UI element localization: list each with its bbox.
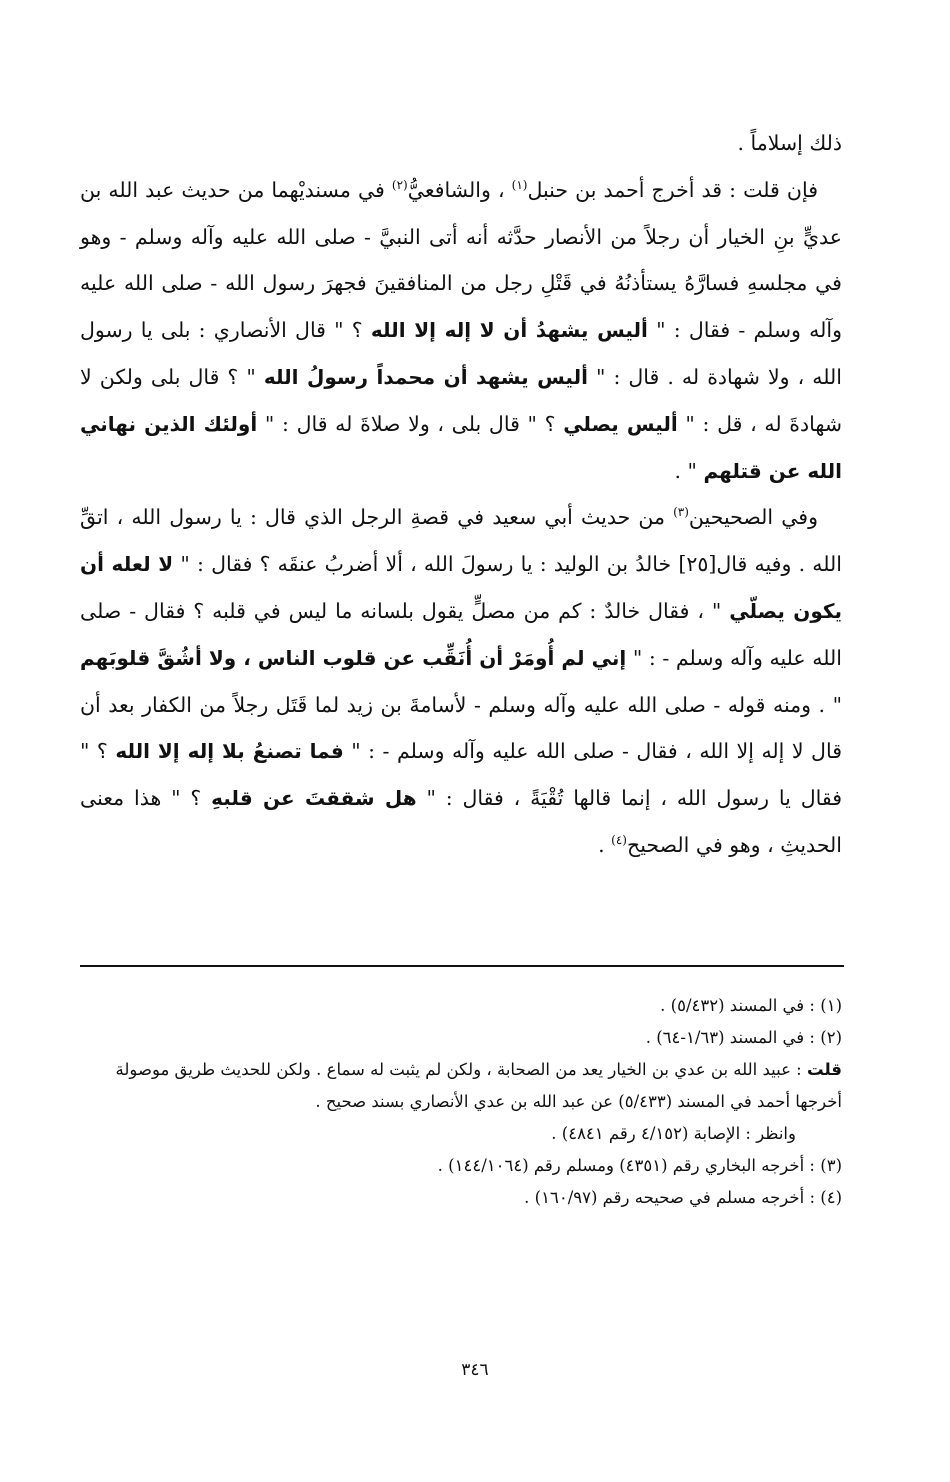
footnote-1: (١) : في المسند (٥/٤٣٢) . [660,996,842,1015]
text-run: " ؟ قال بلى ولكن لا شهادةَ له ، قل : " [80,364,843,436]
comment-label: قلت [806,1060,842,1079]
footnote-separator [80,965,844,967]
footnotes [72,990,842,1214]
hadith-quote: أولئك الذين نهاني الله عن قتلهم [80,411,842,483]
footnote-ref[interactable]: (٢) [391,177,408,192]
comment-text: : عبيد الله بن عدي بن الخيار يعد من الصحابة ، ولكن لم يثبت له سماع . ولكن للحديث طريق موصولة أخرجها أحمد في المسند (٥/٤٣٣) عن عبد الله بن عدي الأنصاري بسند صحيح . [115,1060,842,1111]
hadith-quote: إني لم أُومَرْ أن أُنَقِّب عن قلوب الناس ، ولا أشُقَّ قلوبَهم [80,645,627,670]
paragraph-intro [80,120,842,167]
page-number: ٣٤٦ [461,1360,489,1380]
text-run: ؟ " قال بلى ، ولا صلاةَ له قال : " [257,411,564,436]
text-run: من حديث أبي سعيد في قصةِ الرجل الذي قال : يا رسول الله ، اتقِّ الله . وفيه قال[٢٥] خالدُ بن الوليد : يا رسولَ الله ، ألا أضربُ عنقَه ؟ فقال : " [80,505,842,577]
footnote-ref[interactable]: (٤) [611,833,627,848]
footnote-3: (٣) : أخرجه البخاري رقم (٤٣٥١) ومسلم رقم (١٤٤/١٠٦٤) . [437,1156,842,1175]
text-run: فإن قلت : قد أخرج أحمد بن حنبل [527,177,819,202]
footnote-ref[interactable]: (١) [511,177,528,192]
text-run: وفي الصحيحين [688,505,818,530]
main-text [80,120,842,869]
paragraph-hadith-1 [80,167,842,495]
hadith-quote: أليس يصلي [563,411,678,436]
hadith-quote: هل شققتَ عن قلبهِ [211,786,417,811]
footnote-ref[interactable]: (٣) [673,505,689,520]
text-run: " ، فقال خالدٌ : كم من مصلٍّ يقول بلسانه ما ليس في قلبه ؟ فقال - صلى الله عليه وآله وسلم - : " [80,598,842,670]
text-run: ذلك إسلاماً . [737,131,842,155]
hadith-quote: فما تصنعُ بلا إله إلا الله [115,739,344,764]
footnote-2: (٢) : في المسند (١/٦٣-٦٤) . [645,1028,842,1047]
text-run: " . ومنه قوله - صلى الله عليه وآله وسلم - لأسامةَ بن زيد لما قَتَل رجلاً من الكفار بعد أن قال لا إله إلا الله ، فقال - صلى الله عليه وآله وسلم - : " [80,692,843,764]
footnote-2-comment [72,1054,842,1118]
text-run: ، والشافعيُّ [407,177,512,202]
footnote-4: (٤) : أخرجه مسلم في صحيحه رقم (١٦٠/٩٧) . [524,1188,842,1207]
text-run: " . [674,458,704,483]
text-run: . [598,832,612,857]
text-run: ؟ " قال الأنصاري : بلى يا رسول الله ، ولا شهادة له . قال : " [80,318,842,389]
hadith-quote: أليس يشهدُ أن لا إله إلا الله [370,318,648,343]
hadith-quote: أليس يشهد أن محمداً رسولُ الله [263,364,588,389]
text-run: ؟ " فقال يا رسول الله ، إنما قالها تُقْيَةً ، فقال : " [80,739,843,811]
paragraph-hadith-2 [80,494,842,868]
text-run: في مسنديْهما من حديث عبد الله بن عديٍّ بنِ الخيار أن رجلاً من الأنصار حدَّثه أنه أتى النبيَّ - صلى الله عليه وآله وسلم - وهو في مجلسهِ فسارَّهُ يستأذنُهُ في قَتْلِ رجل من المنافقينَ فجهرَ رسول الله - صلى الله عليه وآله وسلم - فقال : " [80,177,842,343]
text-run: ؟ " هذا معنى الحديثِ ، وهو في الصحيح [80,786,842,857]
hadith-quote: لا لعله أن يكون يصلّي [80,552,843,623]
footnote-2-see-also: وانظر : الإصابة (٤/١٥٢ رقم ٤٨٤١) . [551,1124,796,1143]
